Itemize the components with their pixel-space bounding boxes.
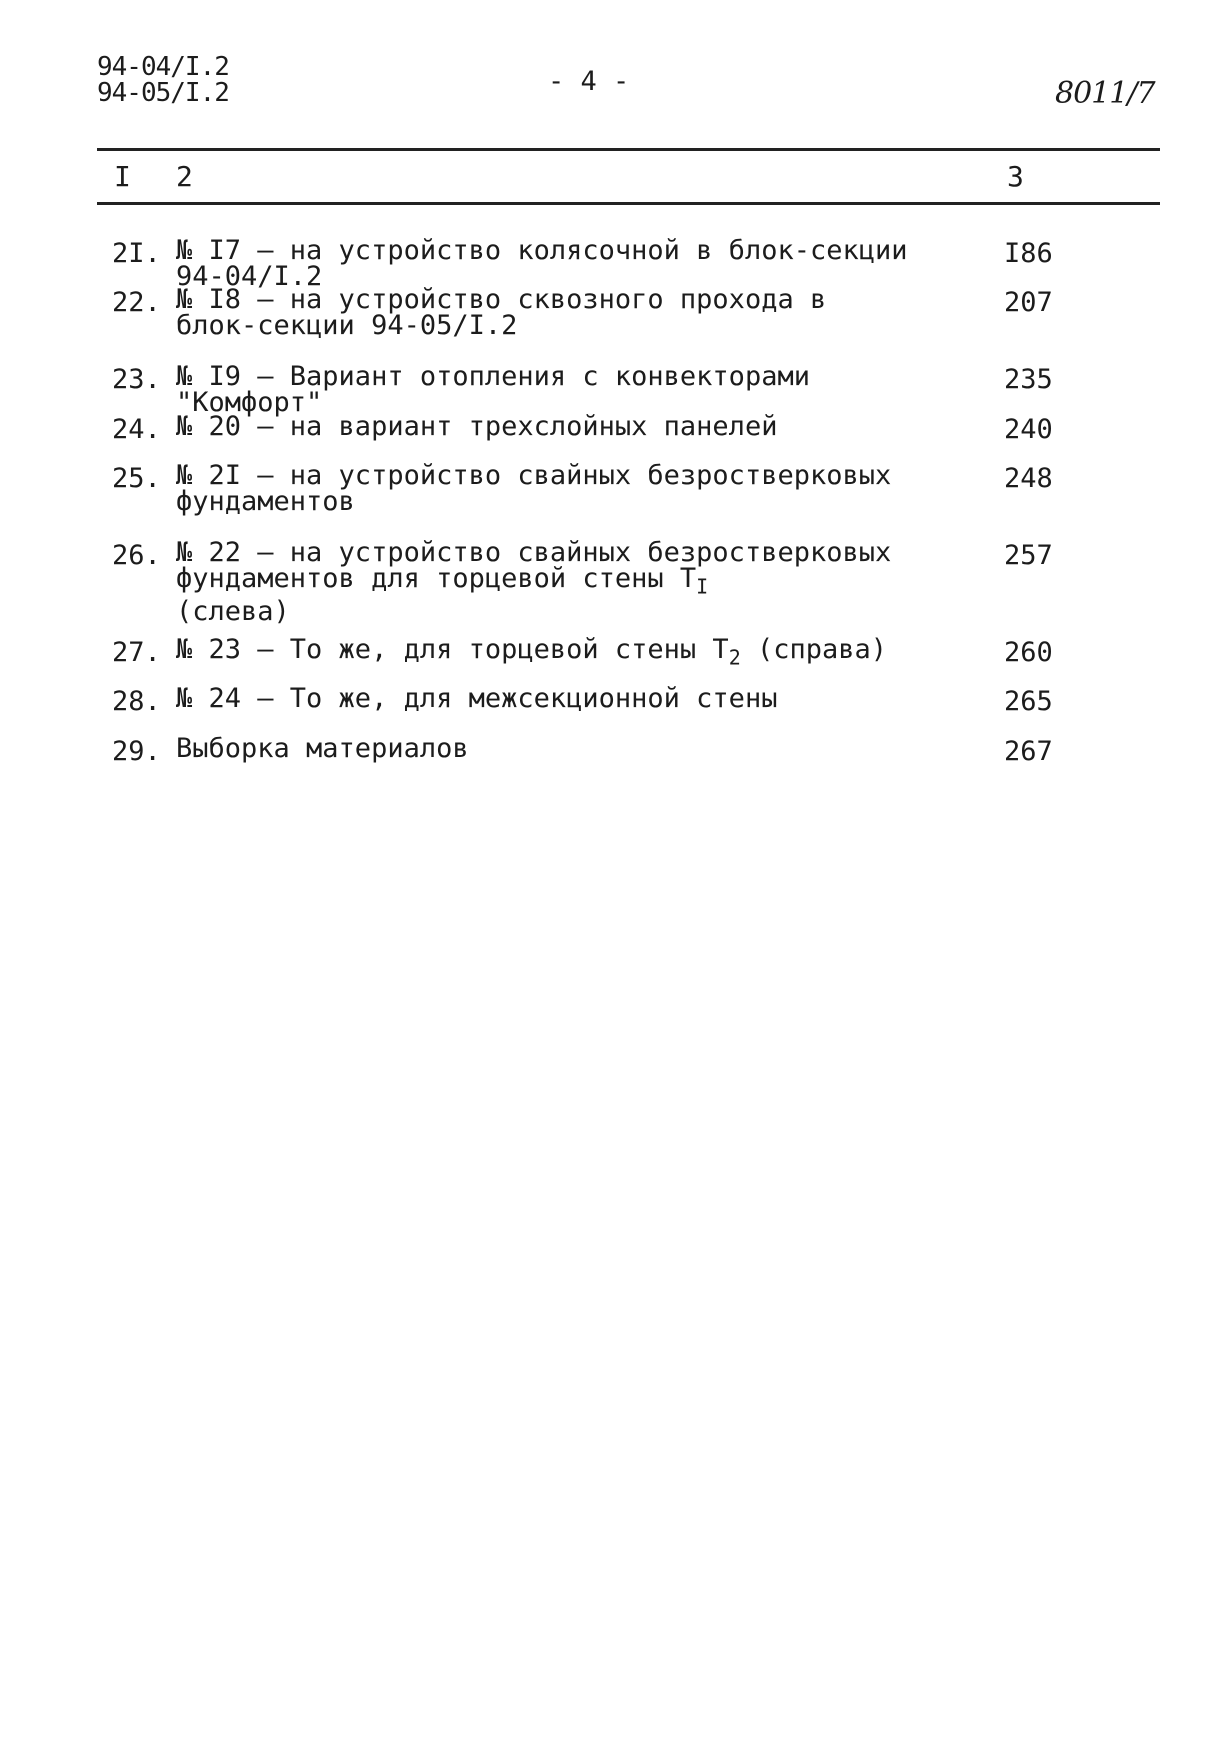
row-text: № 20 – на вариант трехслойных панелей [176, 411, 778, 442]
row-page: 267 [1004, 736, 1053, 767]
row-page: 240 [1004, 414, 1053, 445]
handwritten-note: 8011/7 [1055, 76, 1155, 111]
row-text: № I9 – Вариант отопления с конвекторами "Комфорт" [176, 361, 810, 418]
row-number: 22. [112, 287, 161, 318]
row-number: 25. [112, 463, 161, 494]
row-text: № 24 – То же, для межсекционной стены [176, 683, 778, 714]
row-page: I86 [1004, 238, 1053, 269]
row-number: 2I. [112, 238, 161, 269]
row-page: 260 [1004, 637, 1053, 668]
column-header-3: 3 [1007, 160, 1024, 193]
row-number: 26. [112, 540, 161, 571]
subscript: 2 [728, 645, 741, 670]
column-header-1: I [114, 160, 131, 193]
document-code [97, 54, 229, 106]
table-top-rule [97, 148, 1160, 151]
row-page: 235 [1004, 364, 1053, 395]
row-page: 248 [1004, 463, 1053, 494]
column-header-2: 2 [176, 160, 193, 193]
row-number: 29. [112, 736, 161, 767]
row-number: 28. [112, 686, 161, 717]
row-page: 265 [1004, 686, 1053, 717]
row-page: 257 [1004, 540, 1053, 571]
row-text: № I7 – на устройство колясочной в блок-секции 94-04/I.2 [176, 235, 908, 292]
row-page: 207 [1004, 287, 1053, 318]
row-text: Выборка материалов [176, 733, 469, 764]
row-number: 23. [112, 364, 161, 395]
document-code-line: 94-05/I.2 [97, 78, 229, 108]
row-text: № I8 – на устройство сквозного прохода в блок-секции 94-05/I.2 [176, 284, 827, 341]
row-number: 24. [112, 414, 161, 445]
page-number: - 4 - [548, 66, 630, 97]
row-text: № 2I – на устройство свайных безростверковых фундаментов [176, 460, 892, 517]
document-code-line: 94-04/I.2 [97, 52, 229, 82]
row-text: № 22 – на устройство свайных безростверковых фундаментов для торцевой стены $T_I$ (слева) [176, 537, 892, 628]
row-number: 27. [112, 637, 161, 668]
row-text: № 23 – То же, для торцевой стены $T_2$ (справа) [176, 634, 888, 670]
subscript: I [696, 574, 709, 599]
table-header-rule [97, 202, 1160, 205]
